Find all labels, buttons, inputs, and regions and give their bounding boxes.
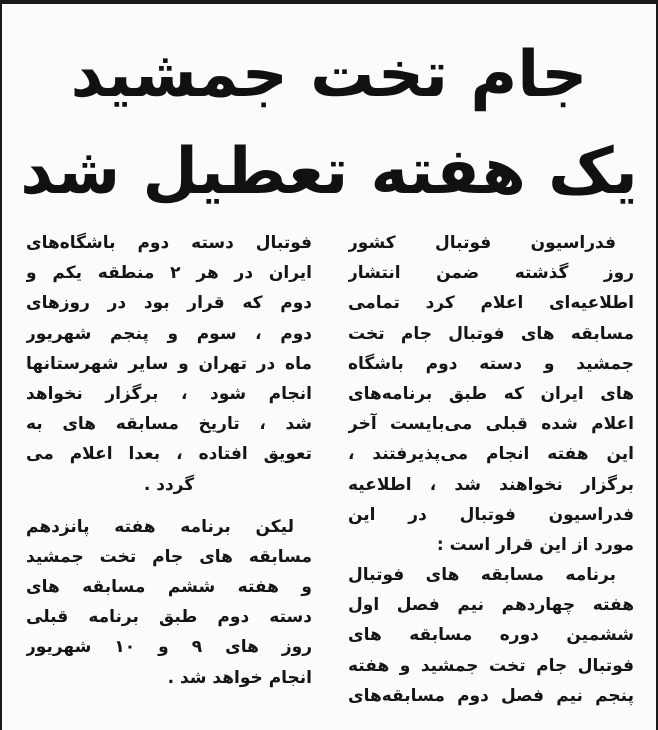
text-line: و هفته ششم مسابقه های xyxy=(26,577,312,598)
text-line: انجام شود ، برگزار نخواهد xyxy=(26,383,312,404)
text-line: اطلاعیه‌ای اعلام کرد تمامی xyxy=(348,293,634,314)
text-line: روز های ۹ و ۱۰ شهریور xyxy=(26,637,312,658)
text-line: گردد . xyxy=(143,474,195,495)
text-line: فدراسیون فوتبال کشور xyxy=(348,233,616,253)
text-line: مسابقه های جام تخت جمشید xyxy=(26,546,312,567)
text-line: مورد از این قرار است : xyxy=(436,534,634,555)
text-line: مسابقه های فوتبال جام تخت xyxy=(348,323,634,344)
text-line: فدراسیون فوتبال در این xyxy=(348,504,634,525)
text-line: پنجم نیم فصل دوم مسابقه‌های xyxy=(348,685,634,706)
text-line: شد ، تاریخ مسابقه های به xyxy=(26,414,312,435)
text-line: برنامه مسابقه های فوتبال xyxy=(348,565,616,586)
text-line: اعلام شده قبلی می‌بایست آخر xyxy=(348,414,634,435)
text-line: تعویق افتاده ، بعدا اعلام می xyxy=(26,444,312,465)
text-line: ماه در تهران و سایر شهرستانها xyxy=(26,353,312,374)
text-line: جمشید و دسته دوم باشگاه xyxy=(348,353,634,374)
headline-line-1: جام تخت جمشید xyxy=(70,38,588,112)
text-line: ششمین دوره مسابقه های xyxy=(348,625,634,646)
text-line: دسته دوم طبق برنامه قبلی xyxy=(26,607,312,628)
article-column-right xyxy=(348,228,634,711)
text-line: ایران در هر ۲ منطقه یکم و xyxy=(26,263,312,284)
text-line: دوم که قرار بود در روزهای xyxy=(26,293,312,314)
text-line: هفته چهاردهم نیم فصل اول xyxy=(348,595,634,616)
text-line: فوتبال دسته دوم باشگاه‌های xyxy=(26,233,312,253)
text-line: انجام خواهد شد . xyxy=(167,667,312,688)
text-line: روز گذشته ضمن انتشار xyxy=(348,263,634,284)
text-line: های ایران که طبق برنامه‌های xyxy=(348,383,634,404)
text-line: برگزار نخواهند شد ، اطلاعیه xyxy=(348,474,634,495)
text-line: دوم ، سوم و پنجم شهریور xyxy=(26,323,312,344)
headline-line-2: یک هفته تعطیل شد xyxy=(20,135,638,209)
text-line: فوتبال جام تخت جمشید و هفته xyxy=(348,655,634,676)
text-line: این هفته انجام می‌پذیرفتند ، xyxy=(348,444,634,465)
article-column-left xyxy=(26,228,312,693)
text-line: لیکن برنامه هفته پانزدهم xyxy=(26,516,294,537)
